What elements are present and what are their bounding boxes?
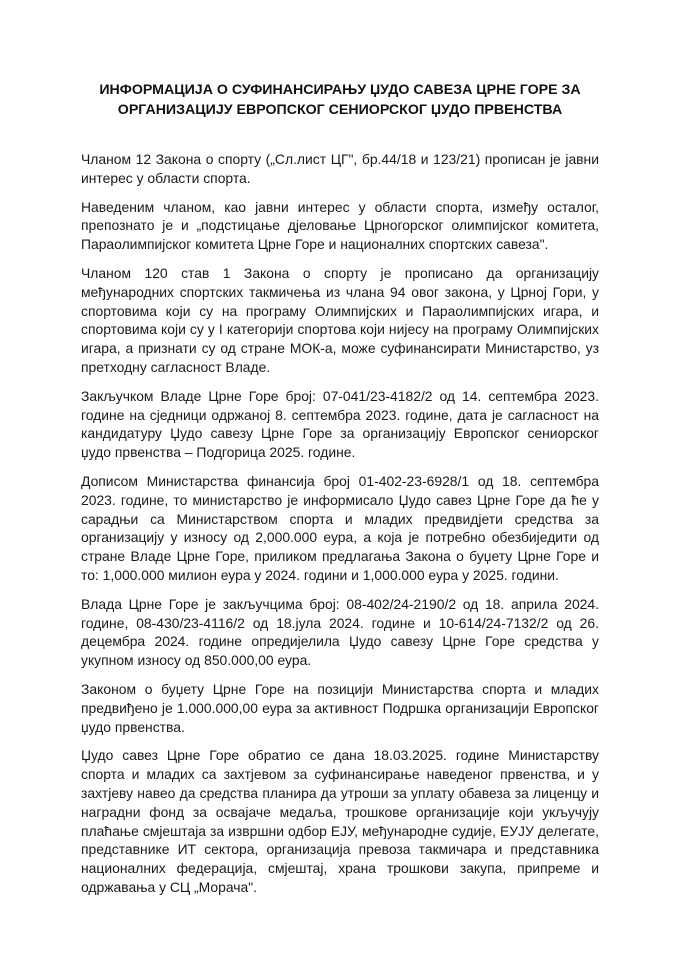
paragraph-government-conclusion: Закључком Владе Црне Горе број: 07-041/23-4182/2 од 14. септембра 2023. године на сједници одржаној 8. септембра 2023. године, дата је сагласност на кандидатуру Џудо савезу Црне Горе за организацију Европског сениорског џудо првенства – Подгорица 2025. године. bbox=[81, 387, 599, 461]
paragraph-public-interest: Наведеним чланом, као јавни интерес у области спорта, између осталог, препознато је и „подстицање дјеловање Црногорског олимпијског комитета, Параолимпијског комитета Црне Горе и националних спортских савеза". bbox=[81, 198, 599, 253]
document-title bbox=[81, 80, 599, 120]
title-line-2: ОРГАНИЗАЦИЈУ ЕВРОПСКОГ СЕНИОРСКОГ ЏУДО ПРВЕНСТВА bbox=[117, 102, 563, 118]
paragraph-budget-law: Законом о буџету Црне Горе на позицији Министарства спорта и младих предвиђено је 1.000.000,00 еура за активност Подршка организацији Европског џудо првенства. bbox=[81, 680, 599, 735]
title-line-1: ИНФОРМАЦИЈА О СУФИНАНСИРАЊУ ЏУДО САВЕЗА ЦРНЕ ГОРЕ ЗА bbox=[99, 82, 581, 98]
paragraph-judo-federation-request: Џудо савез Црне Горе обратио се дана 18.03.2025. године Министарству спорта и младих са захтјевом за суфинансирање наведеног првенства, и у захтјеву навео да средства планира да утроши за уплату обавеза за лиценцу и наградни фонд за освајаче медаља, трошкове организације који укључују плаћање смјештаја за извршни одбор ЕЈУ, међународне судије, ЕУЈУ делегате, представнике ИТ сектора, организација превоза такмичара и представника националних федерација, смјештај, храна трошкови закупа, припреме и одржавања у СЦ „Морача". bbox=[81, 747, 599, 895]
paragraph-government-allocations: Влада Црне Горе је закључцима број: 08-402/24-2190/2 од 18. априла 2024. године, 08-430/23-4116/2 од 18.јула 2024. године и 10-614/24-7132/2 од 26. децембра 2024. године опредијелила Џудо савезу Црне Горе средства у укупном износу од 850.000,00 еура. bbox=[81, 595, 599, 669]
document-page bbox=[81, 80, 599, 907]
paragraph-finance-ministry-letter: Дописом Министарства финансија број 01-402-23-6928/1 од 18. септембра 2023. године, то министарство је информисало Џудо савез Црне Горе да ће у сарадњи са Министарством спорта и младих предвидјети средства за организацију у износу од 2,000.000 еура, а која је потребно обезбиједити од стране Владе Црне Горе, приликом предлагања Закона о буџету Црне Горе и то: 1,000.000 милион еура у 2024. години и 1,000.000 еура у 2025. години. bbox=[81, 472, 599, 583]
paragraph-law-article-12: Чланом 12 Закона о спорту („Сл.лист ЦГ", бр.44/18 и 123/21) прописан је јавни интерес у области спорта. bbox=[81, 151, 599, 186]
paragraph-law-article-120: Чланом 120 став 1 Закона о спорту је прописано да организацију међународних спортских такмичења из члана 94 овог закона, у Црној Гори, у спортовима који су на програму Олимпијских и Параолимпијских игара, и спортовима који су у I категорији спортова који нијесу на програму Олимпијских игара, а признати су од стране МОК-а, може суфинансирати Министарство, уз претходну сагласност Владе. bbox=[81, 264, 599, 375]
